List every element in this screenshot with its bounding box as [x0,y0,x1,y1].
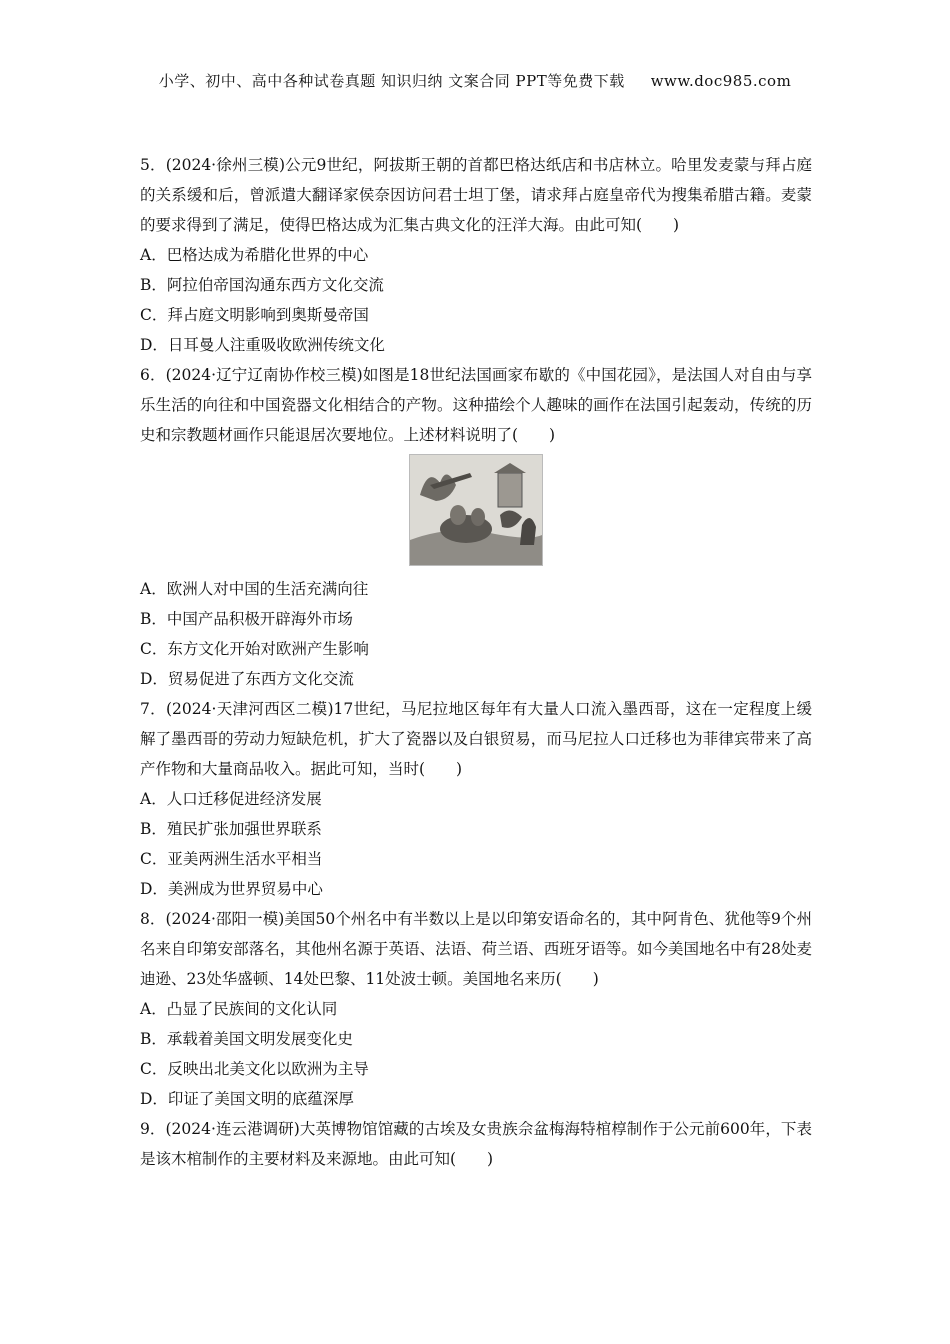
question-list [140,150,812,1174]
option-b: B．承载着美国文明发展变化史 [140,1030,353,1048]
option-b: B．殖民扩张加强世界联系 [140,820,322,838]
question-9 [140,1114,812,1174]
option-c: C．东方文化开始对欧洲产生影响 [140,640,369,658]
figure-container [140,450,812,574]
question-stem: 9．(2024·连云港调研)大英博物馆馆藏的古埃及女贵族佘盆梅海特棺椁制作于公元前600年，下表是该木棺制作的主要材料及来源地。由此可知( ) [140,1120,812,1168]
question-stem: 6．(2024·辽宁辽南协作校三模)如图是18世纪法国画家布歇的《中国花园》，是法国人对自由与享乐生活的向往和中国瓷器文化相结合的产物。这种描绘个人趣味的画作在法国引起轰动，传统的历史和宗教题材画作只能退居次要地位。上述材料说明了( ) [140,366,812,444]
question-8 [140,904,812,1114]
option-a: A．凸显了民族间的文化认同 [140,1000,338,1018]
question-stem: 5．(2024·徐州三模)公元9世纪，阿拔斯王朝的首都巴格达纸店和书店林立。哈里发麦蒙与拜占庭的关系缓和后，曾派遣大翻译家侯奈因访问君士坦丁堡，请求拜占庭皇帝代为搜集希腊古籍。麦蒙的要求得到了满足，使得巴格达成为汇集古典文化的汪洋大海。由此可知( ) [140,156,812,234]
option-a: A．欧洲人对中国的生活充满向往 [140,580,369,598]
question-stem: 7．(2024·天津河西区二模)17世纪，马尼拉地区每年有大量人口流入墨西哥，这在一定程度上缓解了墨西哥的劳动力短缺危机，扩大了瓷器以及白银贸易，而马尼拉人口迁移也为菲律宾带来了高产作物和大量商品收入。据此可知，当时( ) [140,700,812,778]
option-c: C．拜占庭文明影响到奥斯曼帝国 [140,306,369,324]
question-stem: 8．(2024·邵阳一模)美国50个州名中有半数以上是以印第安语命名的，其中阿肯色、犹他等9个州名来自印第安部落名，其他州名源于英语、法语、荷兰语、西班牙语等。如今美国地名中有28处麦迪逊、23处华盛顿、14处巴黎、11处波士顿。美国地名来历( ) [140,910,812,988]
option-d: D．贸易促进了东西方文化交流 [140,670,354,688]
option-d: D．日耳曼人注重吸收欧洲传统文化 [140,336,385,354]
page-header [0,70,950,91]
question-7 [140,694,812,904]
option-b: B．阿拉伯帝国沟通东西方文化交流 [140,276,384,294]
option-c: C．亚美两洲生活水平相当 [140,850,323,868]
option-a: A．人口迁移促进经济发展 [140,790,322,808]
header-text: 小学、初中、高中各种试卷真题 知识归纳 文案合同 PPT等免费下载 [158,72,625,90]
option-d: D．印证了美国文明的底蕴深厚 [140,1090,354,1108]
option-b: B．中国产品积极开辟海外市场 [140,610,353,628]
option-a: A．巴格达成为希腊化世界的中心 [140,246,369,264]
header-site-link[interactable]: www.doc985.com [650,72,792,90]
option-c: C．反映出北美文化以欧洲为主导 [140,1060,369,1078]
question-6 [140,360,812,694]
option-d: D．美洲成为世界贸易中心 [140,880,323,898]
question-5 [140,150,812,360]
chinese-garden-painting-image [409,454,543,566]
